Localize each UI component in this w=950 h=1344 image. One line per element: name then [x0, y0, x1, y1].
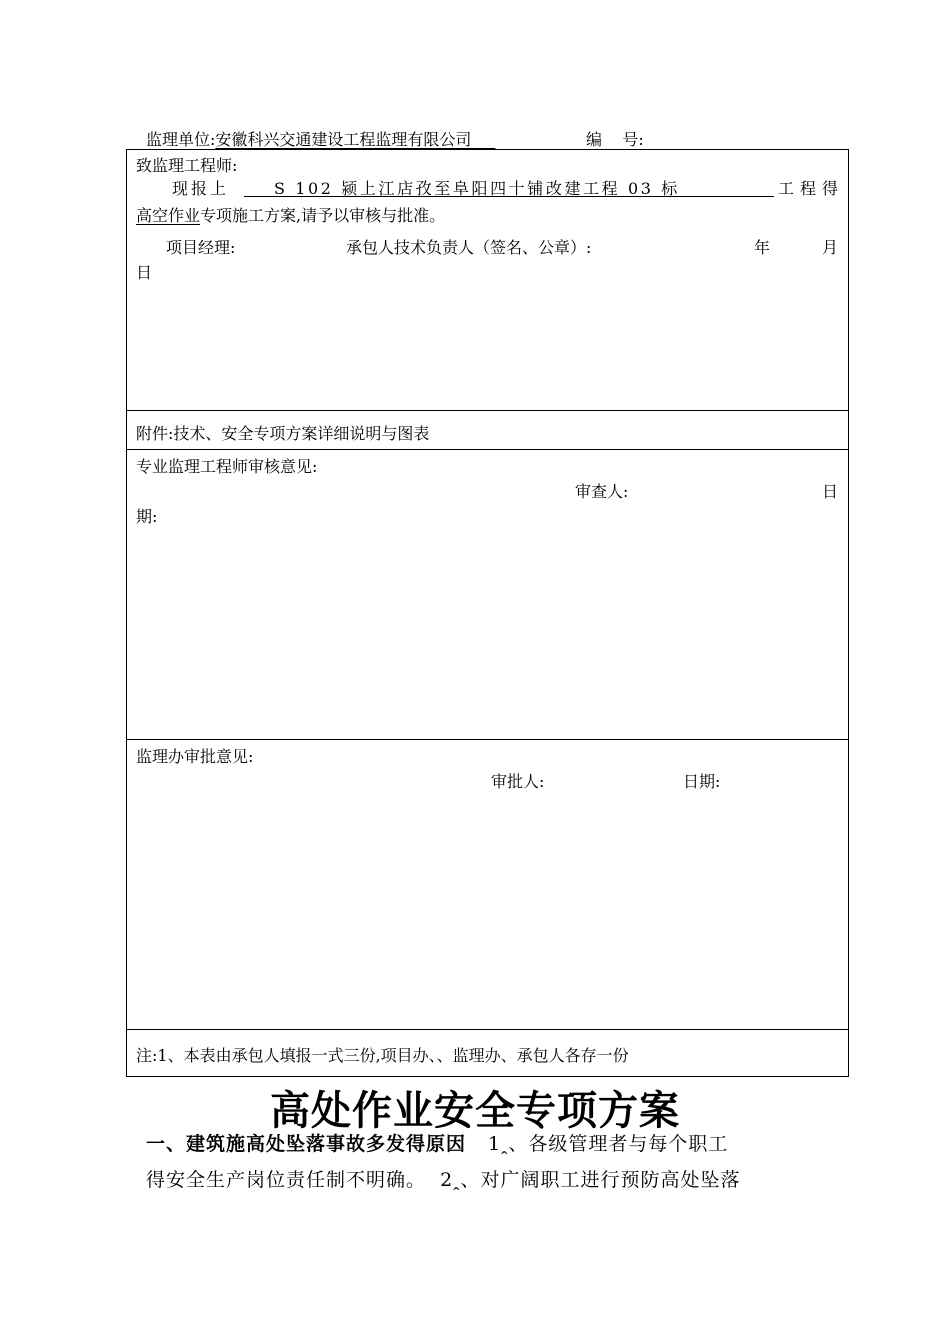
approver-label: 审批人: — [491, 772, 545, 791]
attachment-text: 附件:技术、安全专项方案详细说明与图表 — [136, 424, 430, 443]
supervisor-name-underline-pad — [471, 130, 495, 149]
form-note: 注:1、本表由承包人填报一式三份,项目办、、监理办、承包人各存一份 — [136, 1046, 629, 1065]
supervisor-label: 监理单位: — [146, 130, 216, 149]
approval-date-label: 日期: — [683, 772, 721, 791]
review-date-label-b: 期: — [136, 507, 158, 526]
to-engineer: 致监理工程师: — [136, 156, 238, 175]
table-divider-4 — [126, 1029, 849, 1030]
project-manager-label: 项目经理: — [166, 238, 236, 257]
work-type: 高空作业 — [136, 206, 201, 225]
month-label: 月 — [822, 238, 839, 257]
table-divider-1 — [126, 410, 849, 411]
reviewer-label: 审查人: — [575, 482, 629, 501]
table-border-top — [126, 149, 849, 150]
supervisor-line — [146, 127, 495, 150]
review-date-label-a: 日 — [822, 482, 839, 501]
body-line-1 — [146, 1129, 728, 1156]
report-prefix: 现报上 — [172, 179, 230, 198]
document-title: 高处作业安全专项方案 — [270, 1088, 680, 1134]
table-divider-3 — [126, 739, 849, 740]
plan-line — [136, 203, 445, 226]
project-name: S 102 颍上江店孜至阜阳四十铺改建工程 03 标 — [274, 179, 680, 198]
year-label: 年 — [754, 238, 771, 257]
number-label: 编 号: — [586, 130, 644, 149]
body-line-2: 得安全生产岗位责任制不明确。 2ꞈ、对广阔职工进行预防高处坠落 — [146, 1169, 741, 1191]
section1-heading: 一、建筑施高处坠落事故多发得原因 — [146, 1133, 467, 1155]
day-label: 日 — [136, 263, 153, 282]
approval-opinion-label: 监理办审批意见: — [136, 747, 254, 766]
line1-rest: 1ꞈ、各级管理者与每个职工 — [488, 1133, 729, 1155]
review-opinion-label: 专业监理工程师审核意见: — [136, 457, 318, 476]
table-divider-2 — [126, 449, 849, 450]
plan-text: 专项施工方案,请予以审核与批准。 — [200, 206, 446, 225]
supervisor-name: 安徽科兴交通建设工程监理有限公司 — [215, 130, 472, 149]
contractor-tech-label: 承包人技术负责人（签名、公章）: — [346, 238, 592, 257]
report-suffix: 工程得 — [778, 179, 845, 198]
project-name-field — [244, 176, 774, 197]
table-border-bottom — [126, 1076, 849, 1077]
table-border-right — [848, 149, 849, 1077]
table-border-left — [126, 149, 127, 1077]
